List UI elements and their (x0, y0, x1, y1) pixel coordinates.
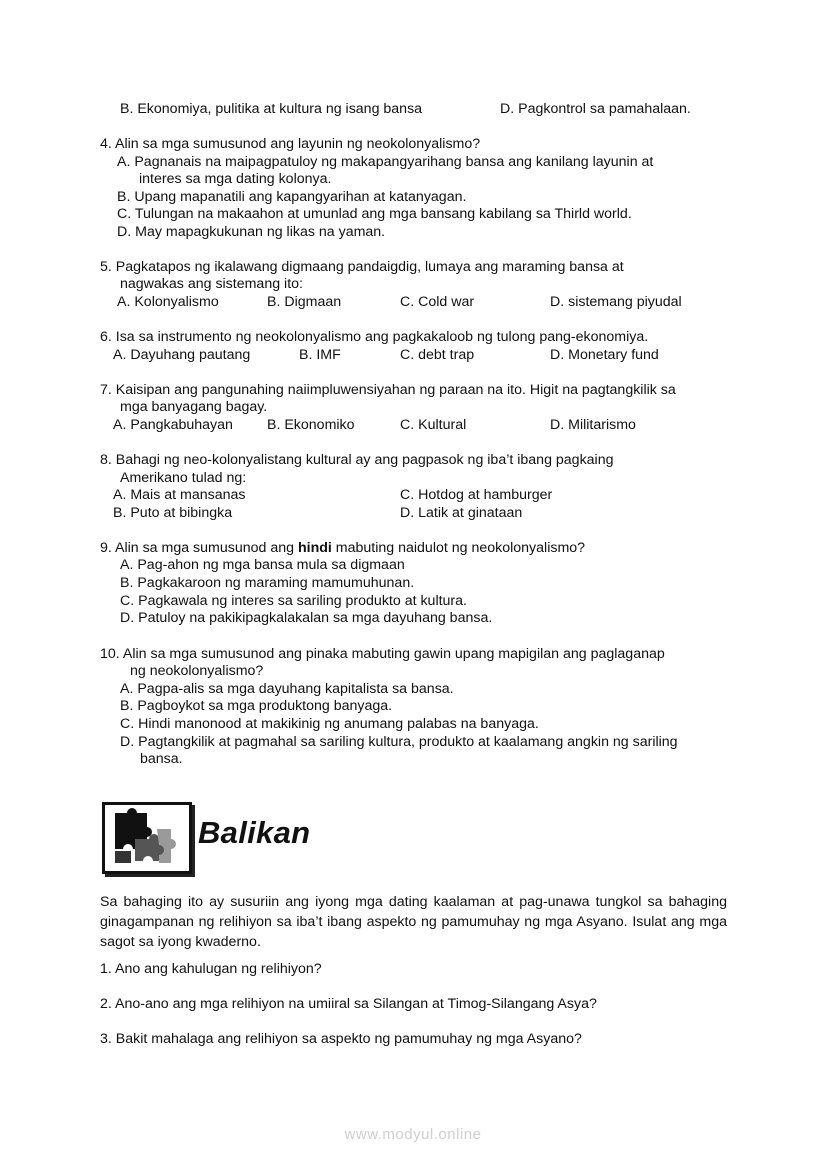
watermark: www.modyul.online (344, 1126, 482, 1143)
q4-choice-a: A. Pagnanais na maipagpatuloy ng makapangyarihang bansa ang kanilang layunin at (117, 154, 654, 170)
q4-choice-d: D. May mapagkukunan ng likas na yaman. (117, 224, 386, 240)
q7-choice-c: C. Kultural (400, 417, 467, 433)
q7-choice-d: D. Militarismo (550, 417, 636, 433)
q9-question (100, 540, 585, 557)
q9-choice-a: A. Pag-ahon ng mga bansa mula sa digmaan (120, 557, 405, 573)
q6-choice-d: D. Monetary fund (550, 347, 659, 363)
q3-choice-d: D. Pagkontrol sa pamahalaan. (500, 101, 691, 117)
q8-choice-b: B. Puto at bibingka (113, 505, 233, 521)
q10-choice-d: D. Pagtangkilik at pagmahal sa sariling kultura, produkto at kaalamang angkin ng sariling (120, 734, 678, 750)
q8-question-cont: Amerikano tulad ng: (120, 470, 247, 486)
section-intro: Sa bahaging ito ay susuriin ang iyong mga dating kaalaman at pag-unawa tungkol sa bahaging ginagampanan ng relihiyon sa iba’t ibang aspekto ng pamumuhay ng mga Asyano. Isulat ang mga sagot sa iyong kwaderno. (100, 894, 727, 950)
q3-choice-b: B. Ekonomiya, pulitika at kultura ng isang bansa (120, 101, 423, 117)
q5-question-cont: nagwakas ang sistemang ito: (120, 276, 303, 292)
section-title: Balikan (198, 815, 311, 850)
q8-choice-d: D. Latik at ginataan (400, 505, 523, 521)
balikan-question-2: 2. Ano-ano ang mga relihiyon na umiiral sa Silangan at Timog-Silangang Asya? (100, 996, 597, 1012)
balikan-question-3: 3. Bakit mahalaga ang relihiyon sa aspekto ng pamumuhay ng mga Asyano? (100, 1031, 582, 1047)
q6-question: 6. Isa sa instrumento ng neokolonyalismo ang pagkakaloob ng tulong pang-ekonomiya. (100, 329, 649, 345)
q10-choice-b: B. Pagboykot sa mga produktong banyaga. (120, 698, 393, 714)
q5-choice-d: D. sistemang piyudal (550, 294, 682, 310)
q9-question-pre: 9. Alin sa mga sumusunod ang (100, 540, 298, 556)
q7-question-cont: mga banyagang bagay. (120, 399, 268, 415)
q6-choice-b: B. IMF (299, 347, 341, 363)
q7-choice-a: A. Pangkabuhayan (113, 417, 233, 433)
q7-choice-b: B. Ekonomiko (267, 417, 355, 433)
puzzle-icon (102, 802, 192, 874)
q9-question-post: mabuting naidulot ng neokolonyalismo? (331, 540, 586, 556)
q10-choice-a: A. Pagpa-alis sa mga dayuhang kapitalista sa bansa. (120, 681, 454, 697)
q9-question-emphasis: hindi (297, 540, 332, 556)
q10-choice-d-cont: bansa. (140, 751, 183, 767)
q6-choice-a: A. Dayuhang pautang (113, 347, 251, 363)
q5-choice-b: B. Digmaan (267, 294, 342, 310)
q4-question: 4. Alin sa mga sumusunod ang layunin ng neokolonyalismo? (100, 136, 481, 152)
q5-choice-c: C. Cold war (400, 294, 475, 310)
q4-choice-c: C. Tulungan na makaahon at umunlad ang mga bansang kabilang sa Thirld world. (117, 206, 632, 222)
puzzle-icon-graphic (105, 805, 189, 871)
q8-choice-c: C. Hotdog at hamburger (400, 487, 553, 503)
q6-choice-c: C. debt trap (400, 347, 475, 363)
q7-question: 7. Kaisipan ang pangunahing naiimpluwensiyahan ng paraan na ito. Higit na pagtangkilik sa (100, 382, 676, 398)
q8-choice-a: A. Mais at mansanas (113, 487, 246, 503)
q9-choice-d: D. Patuloy na pakikipagkalakalan sa mga dayuhang bansa. (120, 610, 493, 626)
q4-choice-b: B. Upang mapanatili ang kapangyarihan at katanyagan. (117, 189, 467, 205)
balikan-question-1: 1. Ano ang kahulugan ng relihiyon? (100, 961, 322, 977)
q10-question-cont: ng neokolonyalismo? (130, 663, 264, 679)
q5-question: 5. Pagkatapos ng ikalawang digmaang pandaigdig, lumaya ang maraming bansa at (100, 259, 624, 275)
q10-question: 10. Alin sa mga sumusunod ang pinaka mabuting gawin upang mapigilan ang paglaganap (100, 646, 665, 662)
q5-choice-a: A. Kolonyalismo (117, 294, 219, 310)
q9-choice-b: B. Pagkakaroon ng maraming mamumuhunan. (120, 575, 415, 591)
q9-choice-c: C. Pagkawala ng interes sa sariling produkto at kultura. (120, 593, 467, 609)
q4-choice-a-cont: interes sa mga dating kolonya. (139, 171, 332, 187)
q8-question: 8. Bahagi ng neo-kolonyalistang kultural ay ang pagpasok ng iba’t ibang pagkaing (100, 452, 614, 468)
q10-choice-c: C. Hindi manonood at makikinig ng anumang palabas na banyaga. (120, 716, 539, 732)
